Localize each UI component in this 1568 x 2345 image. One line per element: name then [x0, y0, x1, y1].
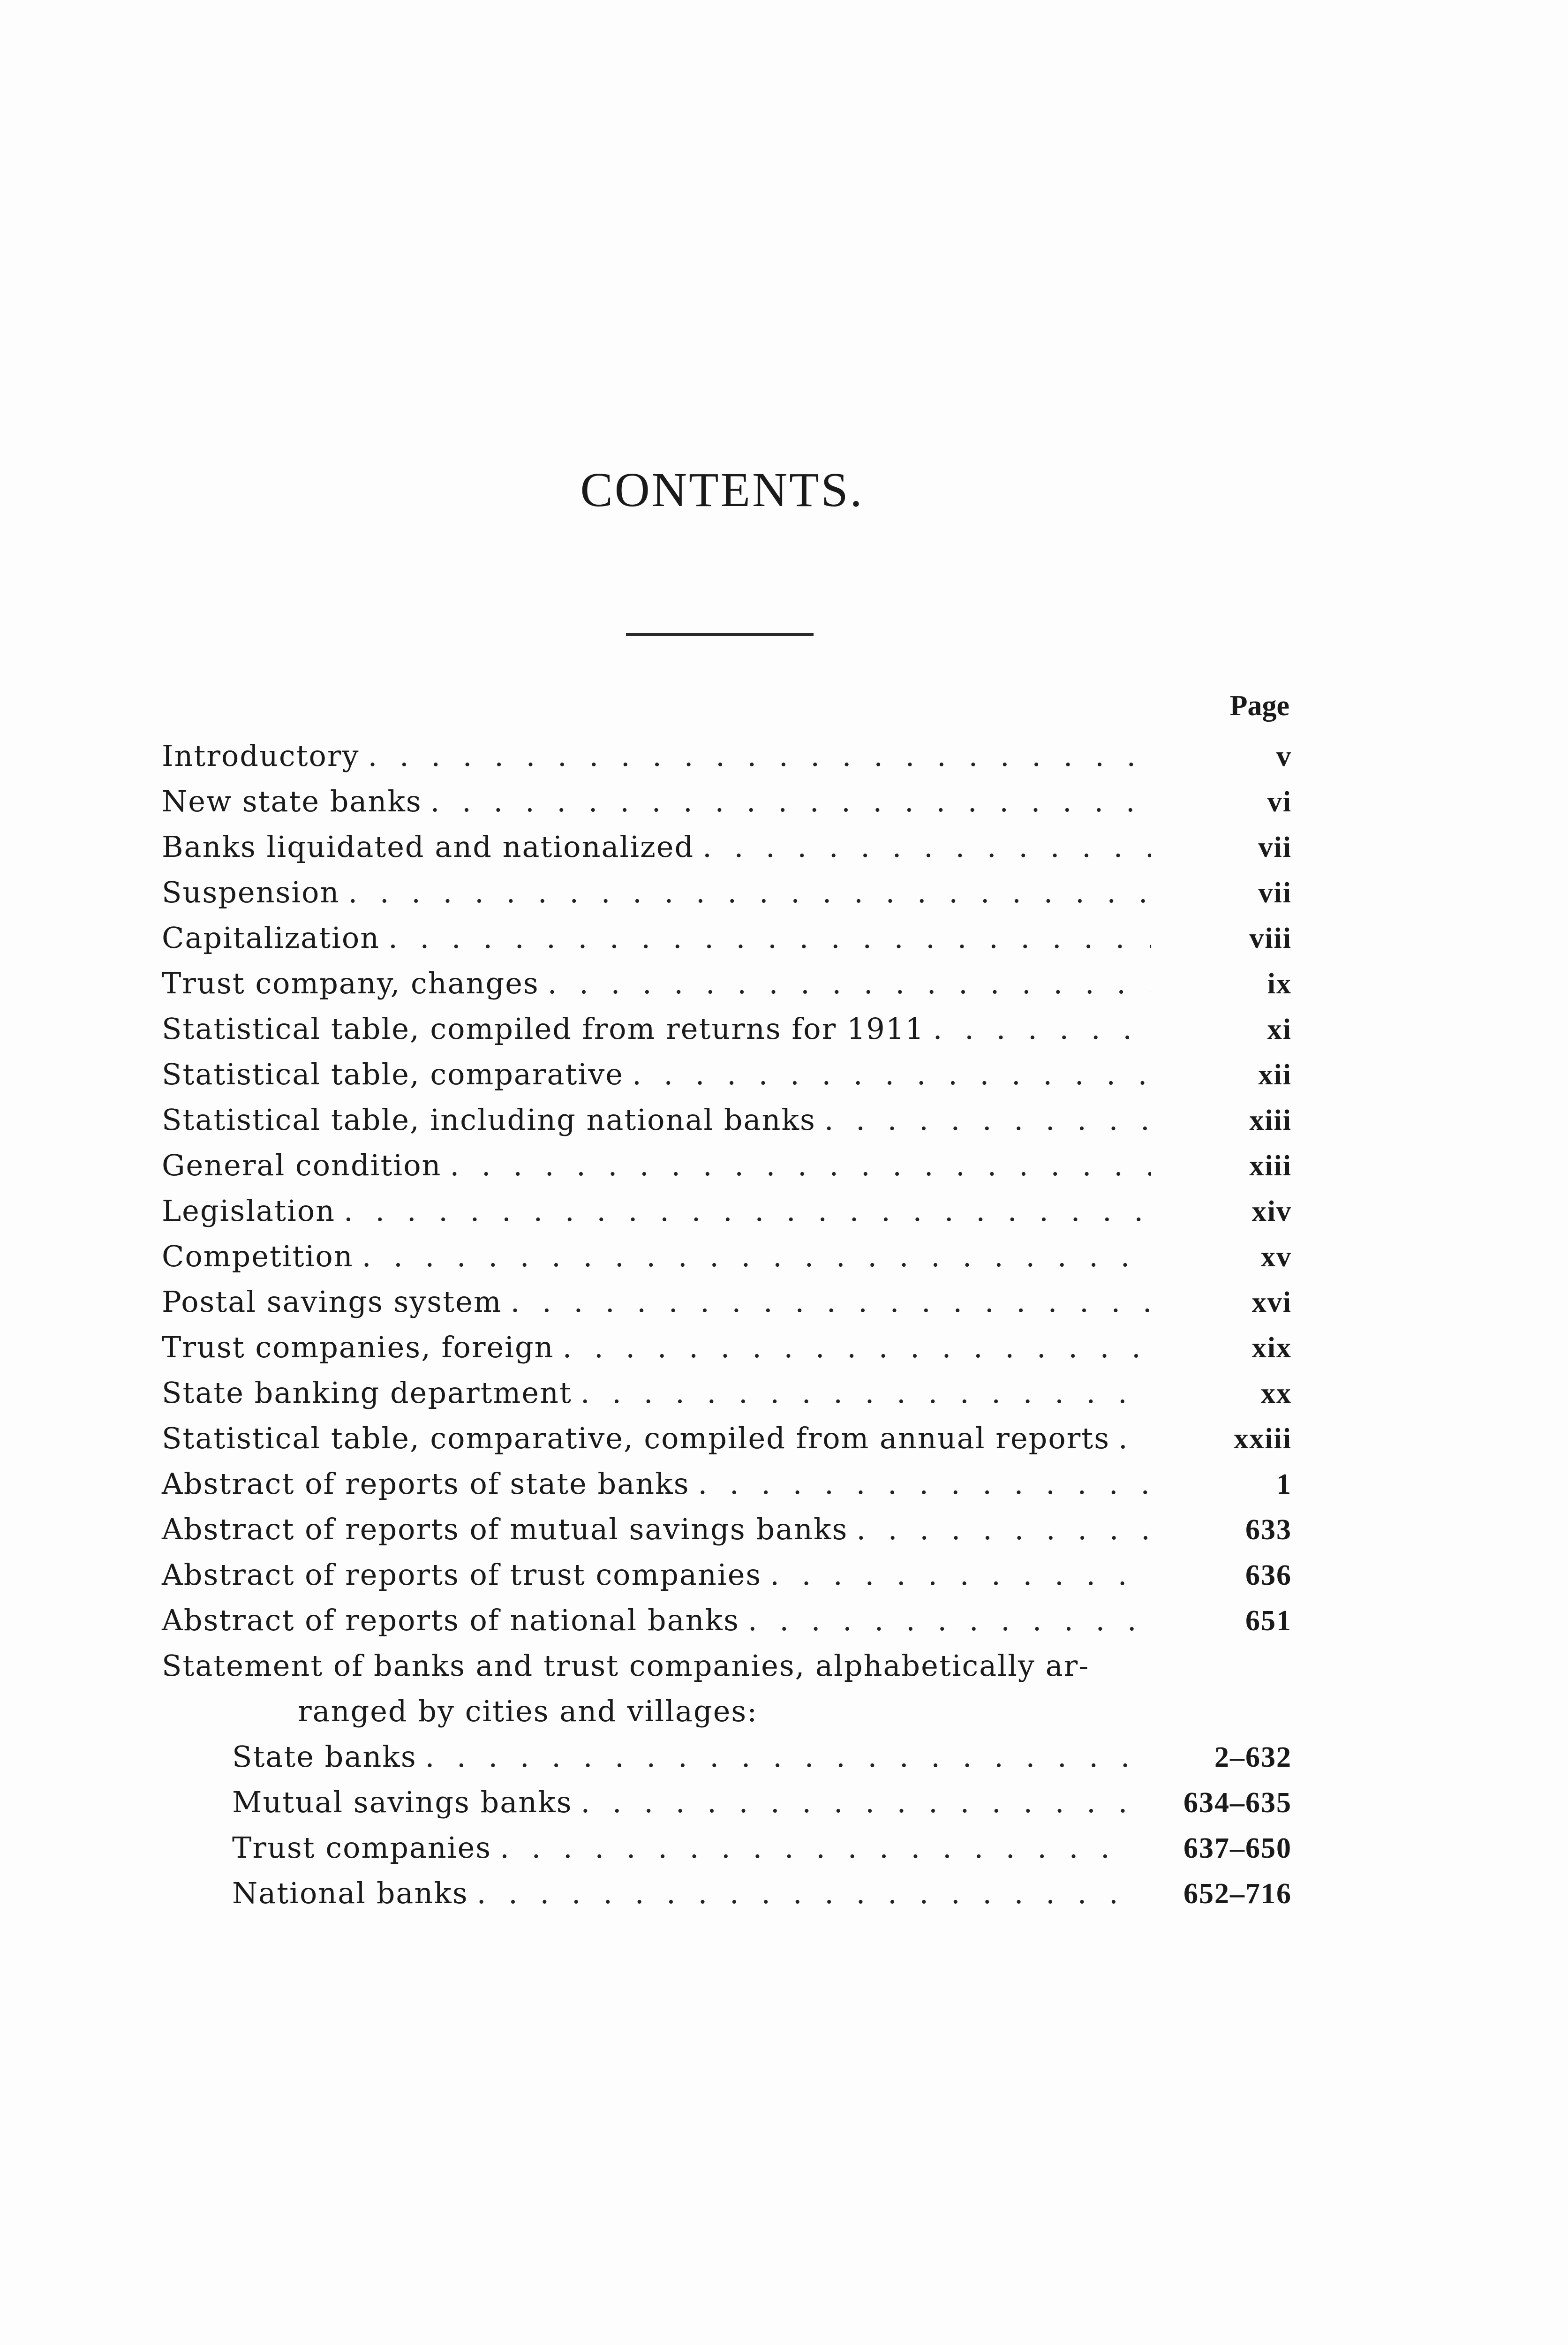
- toc-entry-label: General condition: [162, 1148, 442, 1182]
- dot-leader: [368, 739, 1151, 773]
- toc-entry-page: xvi: [1251, 1286, 1292, 1318]
- toc-entry-page: xix: [1251, 1332, 1292, 1364]
- toc-sub-entry: [232, 1876, 1292, 1921]
- toc-sub-entry-page: 634–635: [1184, 1787, 1292, 1819]
- toc-entry: [162, 1239, 1292, 1285]
- page-column-header: Page: [1229, 690, 1289, 722]
- toc-entry: [162, 875, 1292, 921]
- toc-entry: [162, 1467, 1292, 1512]
- toc-entry-page: 633: [1245, 1514, 1292, 1546]
- toc-entry-page: 1: [1276, 1468, 1292, 1500]
- toc-sub-entry-page: 2–632: [1214, 1741, 1292, 1773]
- dot-leader: [450, 1148, 1151, 1182]
- toc-sub-entry: [232, 1831, 1292, 1876]
- dot-leader: [500, 1831, 1132, 1865]
- toc-entry-page: 636: [1245, 1559, 1292, 1591]
- dot-leader: [548, 966, 1151, 1000]
- toc-entry-label: Introductory: [162, 739, 360, 773]
- toc-entry-page: ix: [1267, 968, 1292, 1000]
- toc-entry-page: 651: [1245, 1605, 1292, 1637]
- statement-heading-continued: [162, 1694, 1292, 1740]
- dot-leader: [770, 1558, 1151, 1592]
- statement-heading: [162, 1649, 1292, 1694]
- title-rule: [626, 633, 814, 636]
- toc-entry-page: xiv: [1251, 1195, 1292, 1227]
- toc-entry-label: Competition: [162, 1239, 354, 1273]
- toc-entry-label: Statistical table, comparative, compiled from annual reports: [162, 1421, 1110, 1455]
- dot-leader: [824, 1103, 1151, 1137]
- toc-sub-entry-label: National banks: [232, 1876, 468, 1910]
- dot-leader: [933, 1012, 1151, 1046]
- toc-entry-label: Statistical table, including national banks: [162, 1103, 816, 1137]
- toc-entry-label: Statistical table, compiled from returns for 1911: [162, 1012, 925, 1046]
- dot-leader: [563, 1330, 1151, 1364]
- table-of-contents: [162, 739, 1292, 1921]
- statement-sub-entries: [162, 1740, 1292, 1921]
- toc-entry-label: New state banks: [162, 784, 422, 818]
- toc-entry: [162, 1421, 1292, 1467]
- dot-leader: [511, 1285, 1151, 1319]
- dot-leader: [477, 1876, 1132, 1910]
- toc-entry: [162, 1057, 1292, 1103]
- toc-entry-label: Abstract of reports of state banks: [162, 1467, 690, 1501]
- toc-entry-label: Capitalization: [162, 921, 380, 955]
- toc-entry-label: Abstract of reports of mutual savings banks: [162, 1512, 848, 1546]
- toc-sub-entry: [232, 1785, 1292, 1831]
- dot-leader: [362, 1239, 1151, 1273]
- dot-leader: [430, 784, 1151, 818]
- toc-entry-label: State banking department: [162, 1376, 572, 1410]
- toc-entry-label: Legislation: [162, 1194, 335, 1228]
- toc-entry-label: Trust companies, foreign: [162, 1330, 554, 1364]
- toc-entry: [162, 830, 1292, 875]
- toc-entry: [162, 1285, 1292, 1330]
- toc-entry: [162, 1012, 1292, 1057]
- statement-line-2: ranged by cities and villages:: [298, 1694, 758, 1728]
- toc-entry-label: Suspension: [162, 875, 340, 909]
- toc-entry-page: v: [1276, 741, 1292, 772]
- toc-sub-entry-label: Trust companies: [232, 1831, 492, 1865]
- toc-entry-page: xiii: [1249, 1104, 1292, 1136]
- toc-entry: [162, 1330, 1292, 1376]
- dot-leader: [388, 921, 1151, 955]
- dot-leader: [348, 875, 1151, 909]
- toc-entry: [162, 1558, 1292, 1603]
- dot-leader: [580, 1376, 1151, 1410]
- toc-entry: [162, 1512, 1292, 1558]
- toc-entry: [162, 784, 1292, 830]
- toc-entry-page: xi: [1267, 1014, 1292, 1045]
- toc-entry: [162, 1103, 1292, 1148]
- dot-leader: [632, 1057, 1151, 1091]
- toc-entry-page: xiii: [1249, 1150, 1292, 1182]
- dot-leader: [425, 1740, 1132, 1774]
- toc-entry: [162, 966, 1292, 1012]
- toc-entry-page: xv: [1261, 1241, 1292, 1273]
- toc-entry: [162, 1148, 1292, 1194]
- toc-sub-entry-label: State banks: [232, 1740, 417, 1774]
- dot-leader: [856, 1512, 1151, 1546]
- toc-entry-label: Banks liquidated and nationalized: [162, 830, 694, 864]
- toc-entry: [162, 1194, 1292, 1239]
- toc-entry-page: vii: [1258, 832, 1292, 863]
- dot-leader: [1118, 1421, 1151, 1455]
- dot-leader: [344, 1194, 1151, 1228]
- toc-sub-entry-page: 637–650: [1184, 1832, 1292, 1864]
- toc-entry-label: Trust company, changes: [162, 966, 539, 1000]
- dot-leader: [748, 1603, 1151, 1637]
- toc-entry: [162, 1376, 1292, 1421]
- dot-leader: [698, 1467, 1151, 1501]
- toc-entry: [162, 921, 1292, 966]
- toc-entry-page: viii: [1249, 923, 1292, 954]
- toc-entry-label: Statistical table, comparative: [162, 1057, 624, 1091]
- toc-entry: [162, 1603, 1292, 1649]
- statement-line-1: Statement of banks and trust companies, alphabetically ar-: [162, 1649, 1090, 1683]
- toc-entry-label: Postal savings system: [162, 1285, 502, 1319]
- toc-entry-label: Abstract of reports of national banks: [162, 1603, 739, 1637]
- toc-entry-page: vii: [1258, 877, 1292, 909]
- toc-entry-page: xxiii: [1234, 1423, 1292, 1455]
- toc-sub-entry-page: 652–716: [1184, 1878, 1292, 1910]
- toc-entry-page: xii: [1258, 1059, 1292, 1091]
- toc-sub-entry: [232, 1740, 1292, 1785]
- toc-entry-page: xx: [1261, 1377, 1292, 1409]
- dot-leader: [702, 830, 1151, 864]
- toc-entry-page: vi: [1267, 786, 1292, 818]
- toc-entry: [162, 739, 1292, 784]
- toc-sub-entry-label: Mutual savings banks: [232, 1785, 573, 1819]
- toc-entry-label: Abstract of reports of trust companies: [162, 1558, 762, 1592]
- dot-leader: [581, 1785, 1132, 1819]
- page-title: CONTENTS.: [580, 463, 864, 517]
